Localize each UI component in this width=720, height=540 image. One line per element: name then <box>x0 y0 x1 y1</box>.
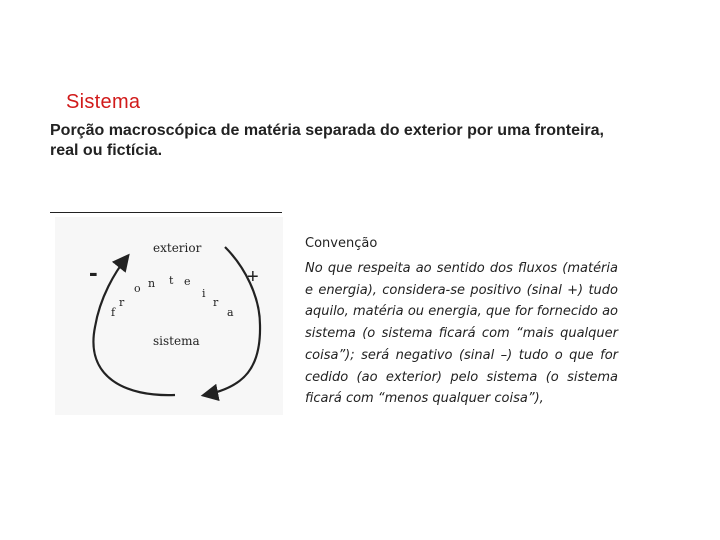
convention-text: No que respeita ao sentido dos fluxos (matéria e energia), considera-se positivo (sinal +) tudo aquilo, matéria ou energia, que for fornecido ao sistema (o sistema ficará com “mais qualquer coisa”); será negativo (sinal –) tudo o que for cedido (ao exterior) pelo sistema (o sistema ficará com “menos qualquer coisa”), <box>305 261 618 407</box>
boundary-letter: f <box>111 306 116 319</box>
system-definition: Porção macroscópica de matéria separada do exterior por uma fronteira, real ou fictícia. <box>50 122 604 159</box>
inside-label: sistema <box>153 334 200 348</box>
boundary-letter: t <box>169 274 174 287</box>
boundary-letter: e <box>184 275 191 288</box>
boundary-letter: i <box>202 287 206 300</box>
outflow-arrow <box>93 257 175 395</box>
boundary-letter: a <box>227 306 234 319</box>
boundary-letter: r <box>119 296 125 309</box>
convention-heading: Convenção <box>305 236 378 251</box>
slide-title: Sistema <box>66 91 141 113</box>
plus-sign: + <box>247 266 259 288</box>
boundary-letter: o <box>134 282 141 295</box>
diagram-canvas <box>55 217 283 415</box>
outside-label: exterior <box>153 241 202 255</box>
divider-line <box>50 212 282 213</box>
system-boundary-diagram <box>55 217 283 415</box>
boundary-letter: r <box>213 296 219 309</box>
minus-sign: - <box>89 257 98 287</box>
boundary-letter: n <box>148 277 156 290</box>
